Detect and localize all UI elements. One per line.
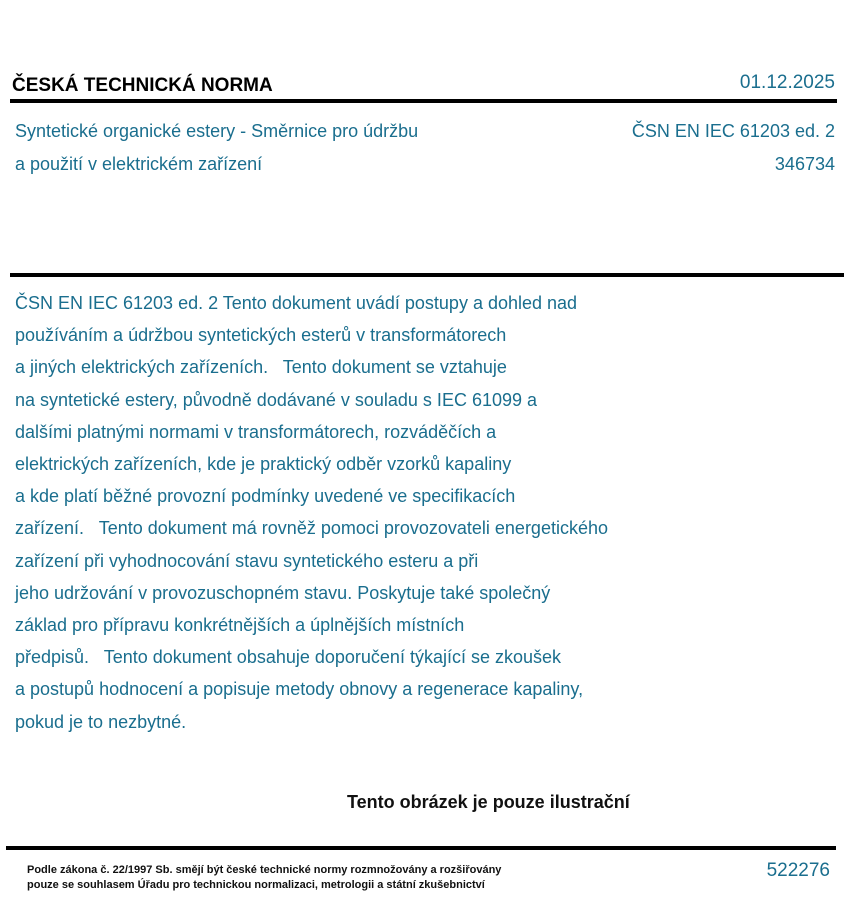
abstract-line: jeho udržování v provozuschopném stavu. Poskytuje také společný bbox=[15, 582, 551, 603]
abstract-line: zařízení při vyhodnocování stavu syntetického esteru a při bbox=[15, 550, 479, 571]
document-title-line-2: a použití v elektrickém zařízení bbox=[15, 154, 263, 174]
abstract-line: ČSN EN IEC 61203 ed. 2 Tento dokument uvádí postupy a dohled nad bbox=[15, 293, 578, 313]
abstract-line: a kde platí běžné provozní podmínky uvedené ve specifikacích bbox=[15, 486, 516, 507]
copyright-line-1: Podle zákona č. 22/1997 Sb. smějí být české technické normy rozmnožovány a rozšiřovány bbox=[27, 864, 502, 876]
abstract-line: zařízení. Tento dokument má rovněž pomoci provozovateli energetického bbox=[15, 518, 608, 539]
abstract-line: dalšími platnými normami v transformátorech, rozváděčích a bbox=[15, 421, 497, 442]
illustration-note: Tento obrázek je pouze ilustrační bbox=[347, 792, 630, 812]
abstract-line: používáním a údržbou syntetických esterů v transformátorech bbox=[15, 325, 507, 346]
copyright-line-2: pouze se souhlasem Úřadu pro technickou normalizaci, metrologii a státní zkušebnictví bbox=[27, 879, 485, 891]
abstract-line: základ pro přípravu konkrétnějších a úplnějších místních bbox=[15, 615, 465, 636]
footer-code: 522276 bbox=[766, 860, 830, 881]
catalog-number: 346734 bbox=[774, 154, 835, 174]
document-title-line-1: Syntetické organické estery - Směrnice pro údržbu bbox=[15, 121, 419, 141]
abstract-line: a jiných elektrických zařízeních. Tento dokument se vztahuje bbox=[15, 357, 507, 378]
footer-rule bbox=[6, 846, 836, 850]
norm-heading: ČESKÁ TECHNICKÁ NORMA bbox=[12, 75, 273, 96]
publication-date: 01.12.2025 bbox=[739, 72, 835, 93]
document-title bbox=[15, 115, 418, 181]
abstract-line: předpisů. Tento dokument obsahuje doporučení týkající se zkoušek bbox=[15, 647, 562, 668]
abstract-line: pokud je to nezbytné. bbox=[15, 711, 187, 732]
standard-code: ČSN EN IEC 61203 ed. 2 bbox=[631, 121, 835, 141]
copyright-notice bbox=[27, 863, 501, 893]
header-rule bbox=[10, 99, 837, 103]
abstract-line: a postupů hodnocení a popisuje metody obnovy a regenerace kapaliny, bbox=[15, 679, 584, 700]
abstract-top-rule bbox=[10, 273, 844, 277]
standard-identifier bbox=[632, 115, 835, 181]
abstract-line: na syntetické estery, původně dodávané v souladu s IEC 61099 a bbox=[15, 389, 538, 410]
abstract-text bbox=[15, 287, 608, 738]
abstract-line: elektrických zařízeních, kde je praktický odběr vzorků kapaliny bbox=[15, 454, 512, 475]
